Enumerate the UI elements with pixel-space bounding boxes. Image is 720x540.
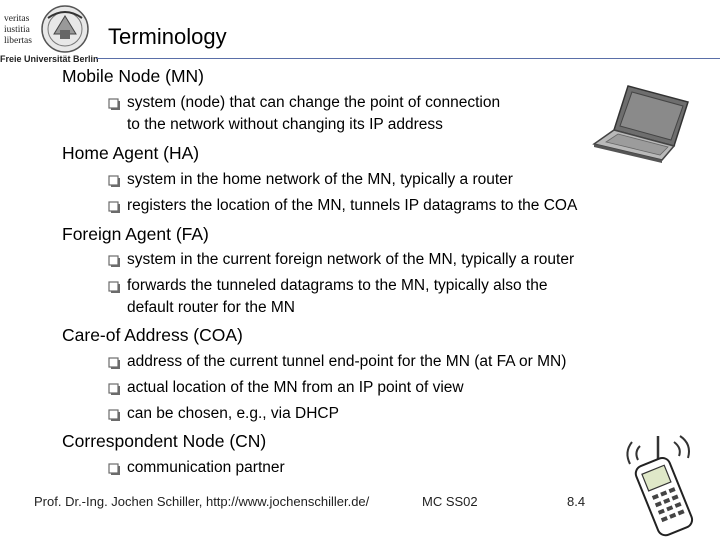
bullet-text: communication partner <box>127 459 285 476</box>
heading-care-of-address: Care-of Address (COA) <box>62 325 243 345</box>
bullet-text: system (node) that can change the point of connection <box>127 94 501 111</box>
title-bar <box>96 0 720 59</box>
logo-motto-word: libertas <box>4 36 32 46</box>
heading-foreign-agent: Foreign Agent (FA) <box>62 224 209 244</box>
checkbox-bullet-icon <box>108 408 120 422</box>
university-name: Freie Universität Berlin <box>0 54 99 64</box>
bullet-text: registers the location of the MN, tunnels IP datagrams to the COA <box>127 197 578 214</box>
footer-page-number: 8.4 <box>567 494 586 509</box>
slide-title: Terminology <box>108 24 227 49</box>
laptop-icon <box>588 84 698 164</box>
bullet-text: address of the current tunnel end-point for the MN (at FA or MN) <box>127 353 567 370</box>
bullet-text: forwards the tunneled datagrams to the MN, typically also the <box>127 277 548 294</box>
bullet-text: actual location of the MN from an IP point of view <box>127 379 464 396</box>
heading-correspondent-node: Correspondent Node (CN) <box>62 431 267 451</box>
bullet-text: default router for the MN <box>127 299 295 316</box>
checkbox-bullet-icon <box>108 462 120 476</box>
bullet-text: system in the current foreign network of the MN, typically a router <box>127 251 575 268</box>
university-logo <box>0 0 99 66</box>
logo-motto <box>4 14 32 47</box>
checkbox-bullet-icon <box>108 382 120 396</box>
university-seal-icon <box>40 4 90 54</box>
mobile-phone-icon <box>618 432 708 538</box>
checkbox-bullet-icon <box>108 280 120 294</box>
bullet-text: to the network without changing its IP address <box>127 116 443 133</box>
heading-home-agent: Home Agent (HA) <box>62 143 200 163</box>
footer-author: Prof. Dr.-Ing. Jochen Schiller, http://www.jochenschiller.de/ <box>34 494 370 509</box>
checkbox-bullet-icon <box>108 97 120 111</box>
bullet-text: can be chosen, e.g., via DHCP <box>127 405 339 422</box>
checkbox-bullet-icon <box>108 174 120 188</box>
logo-motto-word: iustitia <box>4 25 30 35</box>
checkbox-bullet-icon <box>108 200 120 214</box>
heading-mobile-node: Mobile Node (MN) <box>62 66 204 86</box>
checkbox-bullet-icon <box>108 356 120 370</box>
footer-course: MC SS02 <box>422 494 478 509</box>
bullet-text: system in the home network of the MN, typically a router <box>127 171 513 188</box>
logo-motto-word: veritas <box>4 14 30 24</box>
checkbox-bullet-icon <box>108 254 120 268</box>
